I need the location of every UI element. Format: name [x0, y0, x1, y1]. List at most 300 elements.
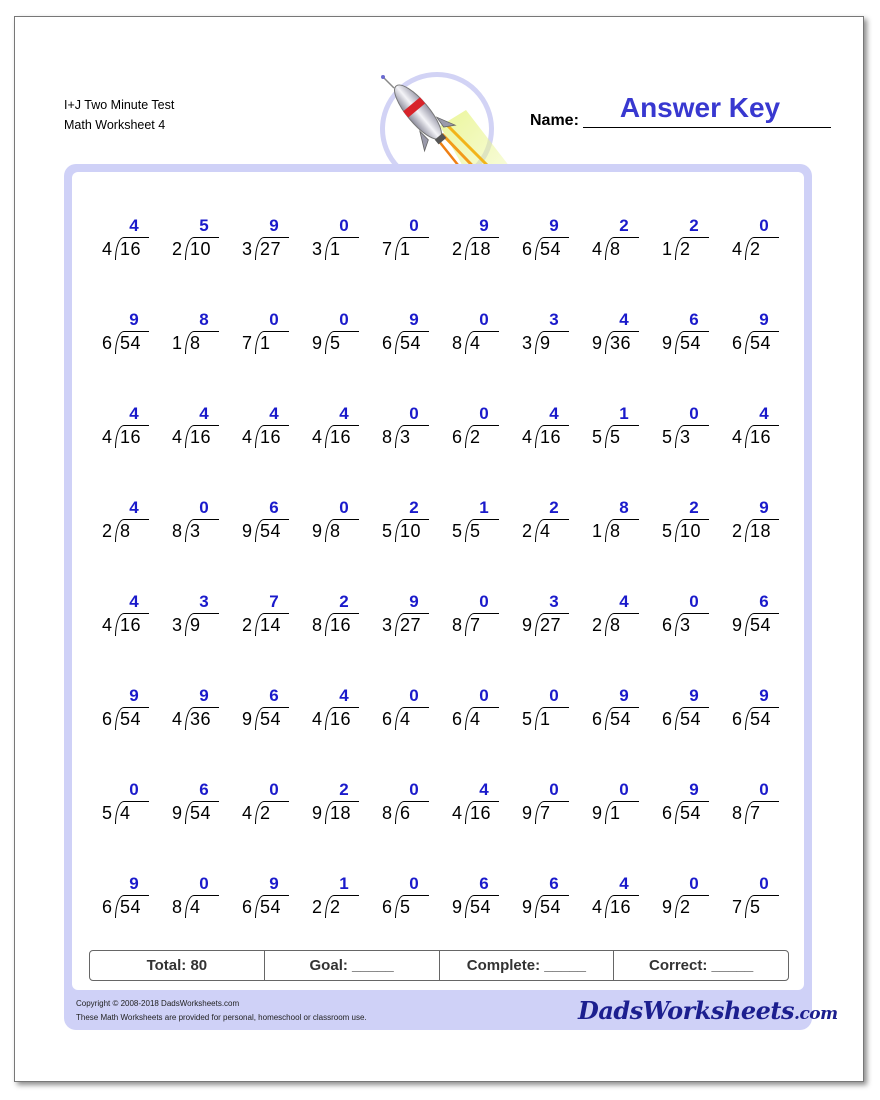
quotient-answer: 4	[129, 216, 139, 235]
divisor: 9	[311, 803, 322, 823]
division-problem	[156, 780, 216, 824]
dividend: 9	[190, 615, 201, 635]
dividend: 3	[400, 427, 411, 447]
site-logo	[578, 996, 838, 1025]
divisor: 9	[731, 615, 742, 635]
divisor: 5	[101, 803, 112, 823]
division-problem	[86, 310, 146, 354]
quotient-answer: 9	[619, 686, 629, 705]
quotient-answer: 6	[269, 498, 279, 517]
division-problem	[506, 498, 566, 542]
quotient-answer: 0	[759, 216, 769, 235]
quotient-answer: 9	[409, 310, 419, 329]
quotient-answer: 0	[759, 780, 769, 799]
divisor: 9	[241, 709, 252, 729]
divisor: 6	[661, 803, 672, 823]
quotient-answer: 9	[689, 686, 699, 705]
quotient-answer: 4	[129, 592, 139, 611]
total-cell: Total: 80	[90, 951, 265, 980]
dividend: 18	[330, 803, 352, 823]
division-problem	[716, 686, 776, 730]
dividend: 8	[610, 521, 621, 541]
dividend: 54	[680, 803, 702, 823]
dividend: 16	[260, 427, 282, 447]
dividend: 2	[680, 239, 691, 259]
quotient-answer: 2	[619, 216, 629, 235]
dividend: 16	[120, 427, 142, 447]
divisor: 6	[451, 709, 462, 729]
quotient-answer: 9	[199, 686, 209, 705]
quotient-answer: 2	[689, 216, 699, 235]
division-problem	[156, 404, 216, 448]
quotient-answer: 6	[269, 686, 279, 705]
quotient-answer: 2	[549, 498, 559, 517]
divisor: 9	[591, 333, 602, 353]
dividend: 2	[470, 427, 481, 447]
dividend: 18	[750, 521, 772, 541]
logo-suffix: .com	[794, 1004, 838, 1024]
dividend: 1	[330, 239, 341, 259]
divisor: 6	[241, 897, 252, 917]
dividend: 54	[260, 897, 282, 917]
division-problem	[156, 686, 216, 730]
division-problem	[576, 404, 636, 448]
divisor: 2	[731, 521, 742, 541]
divisor: 9	[661, 333, 672, 353]
quotient-answer: 6	[199, 780, 209, 799]
quotient-answer: 0	[479, 310, 489, 329]
quotient-answer: 4	[269, 404, 279, 423]
divisor: 2	[591, 615, 602, 635]
dividend: 16	[540, 427, 562, 447]
quotient-answer: 9	[129, 686, 139, 705]
division-problem	[86, 216, 146, 260]
divisor: 8	[311, 615, 322, 635]
quotient-answer: 0	[409, 216, 419, 235]
divisor: 8	[381, 427, 392, 447]
quotient-answer: 6	[549, 874, 559, 893]
division-problem	[436, 780, 496, 824]
quotient-answer: 0	[689, 874, 699, 893]
quotient-answer: 4	[479, 780, 489, 799]
divisor: 4	[731, 427, 742, 447]
division-problem	[366, 780, 426, 824]
quotient-answer: 4	[129, 404, 139, 423]
divisor: 5	[381, 521, 392, 541]
dividend: 4	[540, 521, 551, 541]
quotient-answer: 0	[269, 780, 279, 799]
division-problem	[646, 874, 706, 918]
quotient-answer: 3	[199, 592, 209, 611]
dividend: 5	[400, 897, 411, 917]
division-problem	[436, 404, 496, 448]
quotient-answer: 9	[129, 874, 139, 893]
divisor: 4	[451, 803, 462, 823]
quotient-answer: 5	[199, 216, 209, 235]
dividend: 54	[120, 897, 142, 917]
divisor: 6	[591, 709, 602, 729]
dividend: 10	[680, 521, 702, 541]
divisor: 6	[381, 709, 392, 729]
division-problem	[86, 874, 146, 918]
divisor: 9	[661, 897, 672, 917]
division-problem	[366, 310, 426, 354]
quotient-answer: 0	[689, 404, 699, 423]
division-problem	[156, 874, 216, 918]
dividend: 16	[120, 239, 142, 259]
division-problem	[506, 592, 566, 636]
division-problem	[366, 592, 426, 636]
dividend: 54	[750, 709, 772, 729]
division-problem	[86, 686, 146, 730]
quotient-answer: 9	[269, 874, 279, 893]
division-problem	[716, 310, 776, 354]
division-problem	[296, 404, 356, 448]
divisor: 4	[591, 897, 602, 917]
division-problem	[576, 498, 636, 542]
division-problem	[156, 592, 216, 636]
dividend: 8	[610, 615, 621, 635]
divisor: 5	[591, 427, 602, 447]
division-problem	[86, 592, 146, 636]
dividend: 54	[190, 803, 212, 823]
divisor: 1	[171, 333, 182, 353]
division-problem	[296, 498, 356, 542]
dividend: 1	[400, 239, 411, 259]
divisor: 6	[101, 897, 112, 917]
quotient-answer: 9	[759, 686, 769, 705]
dividend: 5	[330, 333, 341, 353]
division-problem	[716, 874, 776, 918]
division-problem	[156, 216, 216, 260]
divisor: 5	[661, 427, 672, 447]
divisor: 6	[381, 333, 392, 353]
dividend: 16	[330, 709, 352, 729]
complete-cell: Complete: _____	[440, 951, 615, 980]
division-problem	[436, 874, 496, 918]
dividend: 54	[120, 333, 142, 353]
quotient-answer: 1	[339, 874, 349, 893]
quotient-answer: 0	[339, 216, 349, 235]
divisor: 9	[521, 803, 532, 823]
divisor: 6	[731, 709, 742, 729]
divisor: 1	[661, 239, 672, 259]
dividend: 16	[470, 803, 492, 823]
quotient-answer: 0	[199, 874, 209, 893]
division-problem	[436, 216, 496, 260]
divisor: 5	[521, 709, 532, 729]
goal-cell: Goal: _____	[265, 951, 440, 980]
divisor: 2	[241, 615, 252, 635]
divisor: 8	[731, 803, 742, 823]
division-problem	[366, 216, 426, 260]
dividend: 54	[540, 239, 562, 259]
divisor: 7	[241, 333, 252, 353]
divisor: 4	[311, 427, 322, 447]
divisor: 6	[101, 333, 112, 353]
divisor: 4	[101, 239, 112, 259]
divisor: 7	[381, 239, 392, 259]
quotient-answer: 1	[619, 404, 629, 423]
divisor: 9	[591, 803, 602, 823]
quotient-answer: 2	[339, 780, 349, 799]
divisor: 8	[381, 803, 392, 823]
dividend: 54	[680, 709, 702, 729]
dividend: 16	[120, 615, 142, 635]
divisor: 9	[311, 521, 322, 541]
quotient-answer: 6	[759, 592, 769, 611]
logo-main: DadsWorksheets	[578, 996, 795, 1025]
divisor: 9	[521, 615, 532, 635]
dividend: 8	[330, 521, 341, 541]
division-problem	[716, 780, 776, 824]
division-problem	[576, 592, 636, 636]
divisor: 3	[381, 615, 392, 635]
divisor: 6	[521, 239, 532, 259]
divisor: 2	[451, 239, 462, 259]
division-problem	[296, 592, 356, 636]
dividend: 3	[190, 521, 201, 541]
dividend: 8	[610, 239, 621, 259]
dividend: 16	[610, 897, 632, 917]
divisor: 6	[661, 615, 672, 635]
quotient-answer: 2	[689, 498, 699, 517]
dividend: 6	[400, 803, 411, 823]
dividend: 3	[680, 615, 691, 635]
divisor: 8	[171, 521, 182, 541]
dividend: 54	[120, 709, 142, 729]
division-problem	[576, 874, 636, 918]
dividend: 8	[120, 521, 131, 541]
division-problem	[366, 498, 426, 542]
division-problem	[86, 498, 146, 542]
dividend: 4	[470, 333, 481, 353]
divisor: 8	[451, 615, 462, 635]
dividend: 36	[190, 709, 212, 729]
dividend: 1	[540, 709, 551, 729]
quotient-answer: 2	[339, 592, 349, 611]
division-problem	[226, 780, 286, 824]
score-bar	[89, 950, 789, 981]
division-problem	[156, 498, 216, 542]
quotient-answer: 4	[339, 404, 349, 423]
division-problem	[646, 686, 706, 730]
dividend: 36	[610, 333, 632, 353]
divisor: 4	[591, 239, 602, 259]
divisor: 9	[521, 897, 532, 917]
quotient-answer: 9	[269, 216, 279, 235]
dividend: 7	[470, 615, 481, 635]
division-problem	[366, 686, 426, 730]
divisor: 9	[171, 803, 182, 823]
quotient-answer: 0	[479, 404, 489, 423]
dividend: 4	[400, 709, 411, 729]
division-problem	[226, 216, 286, 260]
dividend: 54	[610, 709, 632, 729]
copyright-text: Copyright © 2008-2018 DadsWorksheets.com	[76, 999, 240, 1008]
divisor: 5	[451, 521, 462, 541]
correct-cell: Correct: _____	[649, 957, 754, 974]
quotient-answer: 6	[689, 310, 699, 329]
quotient-answer: 0	[479, 592, 489, 611]
quotient-answer: 3	[549, 310, 559, 329]
quotient-answer: 0	[409, 404, 419, 423]
quotient-answer: 0	[409, 686, 419, 705]
quotient-answer: 4	[619, 874, 629, 893]
quotient-answer: 4	[199, 404, 209, 423]
quotient-answer: 0	[269, 310, 279, 329]
quotient-answer: 4	[619, 592, 629, 611]
divisor: 6	[661, 709, 672, 729]
division-problem	[366, 874, 426, 918]
division-problem	[646, 310, 706, 354]
divisor: 6	[381, 897, 392, 917]
dividend: 2	[680, 897, 691, 917]
quotient-answer: 0	[199, 498, 209, 517]
division-problem	[226, 498, 286, 542]
divisor: 2	[521, 521, 532, 541]
division-problem	[506, 780, 566, 824]
dividend: 7	[750, 803, 761, 823]
name-line	[583, 127, 831, 128]
dividend: 2	[260, 803, 271, 823]
quotient-answer: 6	[479, 874, 489, 893]
division-problem	[716, 404, 776, 448]
dividend: 54	[750, 333, 772, 353]
divisor: 4	[101, 615, 112, 635]
division-problem	[436, 686, 496, 730]
divisor: 4	[311, 709, 322, 729]
division-problem	[226, 874, 286, 918]
division-problem	[226, 592, 286, 636]
division-problem	[226, 310, 286, 354]
usage-notice: These Math Worksheets are provided for personal, homeschool or classroom use.	[76, 1013, 367, 1022]
quotient-answer: 0	[339, 310, 349, 329]
division-problem	[366, 404, 426, 448]
divisor: 4	[171, 709, 182, 729]
division-problem	[296, 686, 356, 730]
division-problem	[576, 216, 636, 260]
division-problem	[646, 498, 706, 542]
quotient-answer: 9	[409, 592, 419, 611]
dividend: 4	[470, 709, 481, 729]
quotient-answer: 9	[129, 310, 139, 329]
divisor: 2	[101, 521, 112, 541]
dividend: 16	[330, 615, 352, 635]
quotient-answer: 4	[759, 404, 769, 423]
division-problem	[226, 686, 286, 730]
dividend: 2	[330, 897, 341, 917]
divisor: 4	[241, 427, 252, 447]
worksheet-subtitle: Math Worksheet 4	[64, 118, 166, 132]
dividend: 2	[750, 239, 761, 259]
division-problem	[716, 216, 776, 260]
divisor: 9	[241, 521, 252, 541]
dividend: 27	[400, 615, 422, 635]
quotient-answer: 0	[409, 780, 419, 799]
divisor: 6	[731, 333, 742, 353]
divisor: 8	[171, 897, 182, 917]
division-problem	[296, 780, 356, 824]
quotient-answer: 8	[619, 498, 629, 517]
divisor: 4	[171, 427, 182, 447]
quotient-answer: 7	[269, 592, 279, 611]
worksheet-title: I+J Two Minute Test	[64, 98, 175, 112]
division-problem	[716, 592, 776, 636]
quotient-answer: 0	[689, 592, 699, 611]
division-problem	[506, 874, 566, 918]
divisor: 2	[311, 897, 322, 917]
dividend: 54	[750, 615, 772, 635]
quotient-answer: 9	[549, 216, 559, 235]
quotient-answer: 3	[549, 592, 559, 611]
dividend: 5	[610, 427, 621, 447]
division-problem	[436, 498, 496, 542]
dividend: 7	[540, 803, 551, 823]
divisor: 4	[241, 803, 252, 823]
dividend: 54	[540, 897, 562, 917]
divisor: 8	[451, 333, 462, 353]
divisor: 3	[521, 333, 532, 353]
division-problem	[86, 780, 146, 824]
quotient-answer: 9	[479, 216, 489, 235]
name-label: Name:	[530, 112, 579, 129]
division-problem	[506, 404, 566, 448]
divisor: 4	[521, 427, 532, 447]
divisor: 9	[311, 333, 322, 353]
dividend: 27	[540, 615, 562, 635]
dividend: 10	[400, 521, 422, 541]
divisor: 3	[171, 615, 182, 635]
division-problem	[296, 310, 356, 354]
answer-key-text: Answer Key	[619, 92, 781, 123]
divisor: 6	[451, 427, 462, 447]
divisor: 3	[311, 239, 322, 259]
dividend: 10	[190, 239, 212, 259]
division-problem	[226, 404, 286, 448]
divisor: 9	[451, 897, 462, 917]
quotient-answer: 0	[409, 874, 419, 893]
dividend: 5	[750, 897, 761, 917]
division-problem	[576, 310, 636, 354]
division-problem	[646, 592, 706, 636]
dividend: 4	[120, 803, 131, 823]
quotient-answer: 4	[619, 310, 629, 329]
division-problem	[506, 216, 566, 260]
dividend: 1	[610, 803, 621, 823]
dividend: 14	[260, 615, 282, 635]
quotient-answer: 0	[549, 686, 559, 705]
division-problem	[296, 216, 356, 260]
divisor: 1	[591, 521, 602, 541]
divisor: 7	[731, 897, 742, 917]
divisor: 5	[661, 521, 672, 541]
division-problem	[646, 780, 706, 824]
divisor: 4	[101, 427, 112, 447]
divisor: 2	[171, 239, 182, 259]
dividend: 54	[470, 897, 492, 917]
quotient-answer: 9	[689, 780, 699, 799]
dividend: 18	[470, 239, 492, 259]
divisor: 4	[731, 239, 742, 259]
problem-grid	[72, 172, 804, 942]
quotient-answer: 4	[129, 498, 139, 517]
division-problem	[506, 310, 566, 354]
divisor: 6	[101, 709, 112, 729]
divisor: 3	[241, 239, 252, 259]
dividend: 16	[330, 427, 352, 447]
quotient-answer: 2	[409, 498, 419, 517]
